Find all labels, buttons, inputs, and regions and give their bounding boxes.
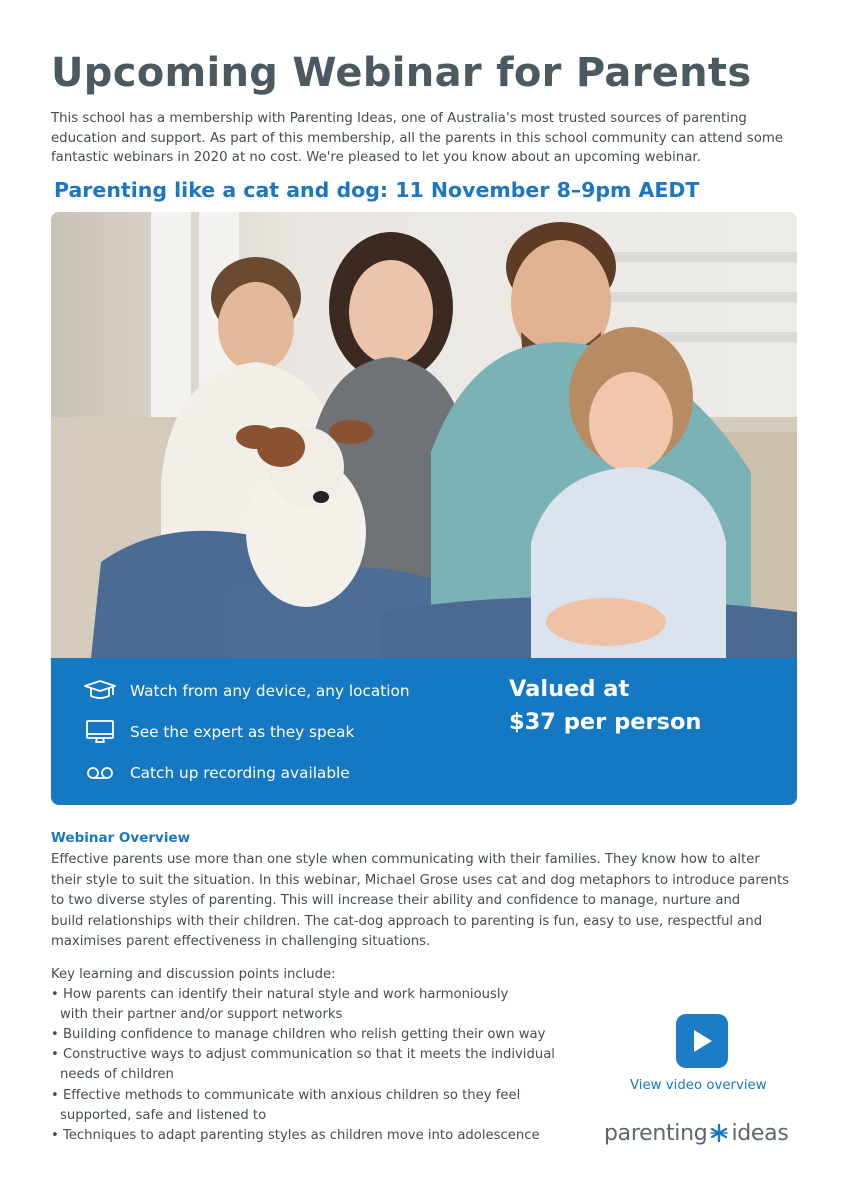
overview-text xyxy=(51,850,811,953)
overview-line: to two diverse styles of parenting. This will increase their ability and confidence to manage, nurture and xyxy=(51,893,741,908)
price-line-1: Valued at xyxy=(509,676,630,702)
feature-label: Catch up recording available xyxy=(130,764,350,782)
voicemail-icon xyxy=(83,760,117,786)
feature-live-expert xyxy=(83,719,354,745)
parenting-ideas-logo xyxy=(604,1118,789,1148)
overview-line: maximises parent effectiveness in challenging situations. xyxy=(51,934,431,949)
family-photo xyxy=(51,212,797,658)
price-callout xyxy=(509,673,701,739)
logo-text-right: ideas xyxy=(731,1120,789,1146)
webinar-title: Parenting like a cat and dog: 11 November 8–9pm AEDT xyxy=(54,178,700,202)
key-point-line: • Techniques to adapt parenting styles as children move into adolescence xyxy=(51,1127,540,1143)
key-point-line: • Constructive ways to adjust communication so that it meets the individual xyxy=(51,1047,555,1063)
feature-band xyxy=(51,658,797,805)
asterisk-star-icon xyxy=(709,1123,729,1143)
page-title: Upcoming Webinar for Parents xyxy=(51,50,752,96)
key-point-line: • Effective methods to communicate with anxious children so they feel xyxy=(51,1087,521,1103)
overview-line: build relationships with their children. The cat-dog approach to parenting is fun, easy to use, respectful and xyxy=(51,913,763,929)
intro-paragraph: This school has a membership with Parenting Ideas, one of Australia's most trusted sources of parenting education and support. As part of this membership, all the parents in this school community can attend some fantastic webinars in 2020 at no cost. We're pleased to let you know about an upcoming webinar. xyxy=(51,111,783,166)
feature-label: See the expert as they speak xyxy=(130,723,355,741)
overview-line: their style to suit the situation. In this webinar, Michael Grose uses cat and dog metaphors to introduce parents xyxy=(51,872,790,888)
price-line-2: $37 per person xyxy=(509,709,702,735)
key-point-line: • How parents can identify their natural style and work harmoniously xyxy=(51,987,509,1003)
overview-line: Effective parents use more than one style when communicating with their families. They know how to alter xyxy=(51,852,760,867)
overview-heading: Webinar Overview xyxy=(51,830,191,846)
monitor-icon xyxy=(83,719,117,745)
feature-recording xyxy=(83,760,350,786)
key-point-line: • Building confidence to manage children who relish getting their own way xyxy=(51,1027,546,1043)
webinar-card xyxy=(51,212,797,805)
key-points-intro: Key learning and discussion points include: xyxy=(51,967,336,982)
feature-any-device xyxy=(83,678,410,704)
key-point-line: supported, safe and listened to xyxy=(60,1107,267,1123)
feature-label: Watch from any device, any location xyxy=(130,682,410,700)
key-points xyxy=(51,965,591,1146)
graduation-cap-icon xyxy=(83,678,117,704)
key-point-line: needs of children xyxy=(60,1067,174,1083)
key-point-line: with their partner and/or support networks xyxy=(60,1007,343,1023)
video-play-button[interactable] xyxy=(676,1014,728,1068)
play-icon xyxy=(689,1027,715,1055)
logo-text-left: parenting xyxy=(604,1120,708,1146)
video-overview-link[interactable]: View video overview xyxy=(630,1078,767,1093)
